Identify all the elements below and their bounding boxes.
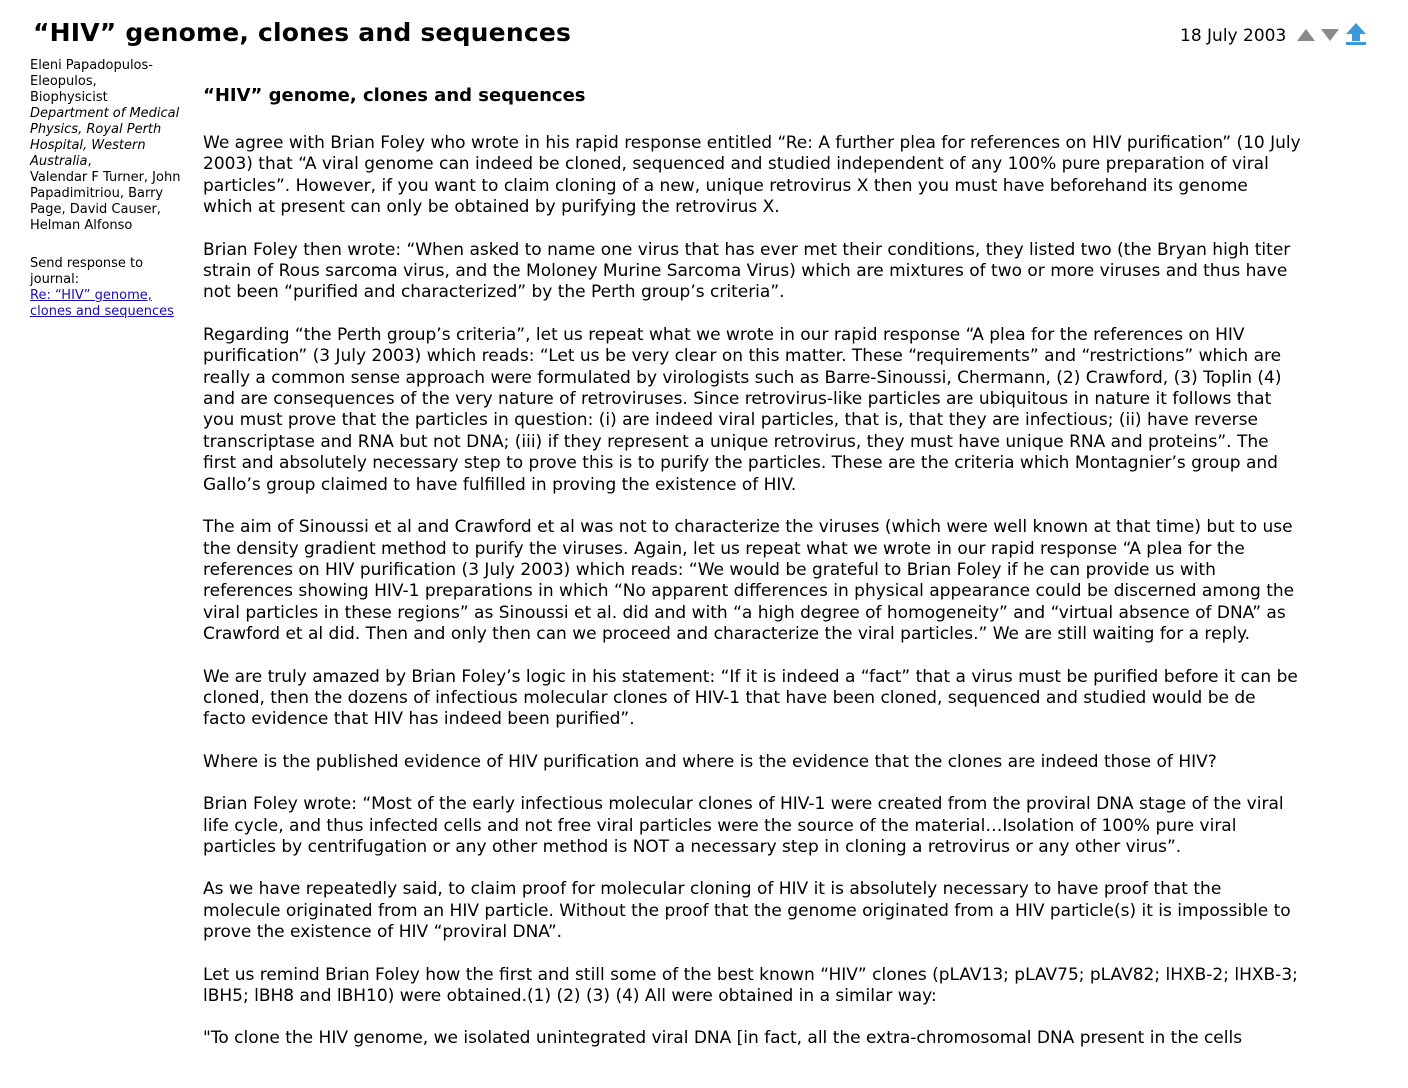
send-response-line: journal: (30, 272, 80, 287)
coauthor-line: Helman Alfonso (30, 218, 133, 233)
affiliation-comma: , (87, 154, 92, 169)
author-sidebar (30, 58, 190, 320)
author-line: Biophysicist (30, 90, 108, 105)
article-paragraph: Let us remind Brian Foley how the first and still some of the best known “HIV” clones (pLAV13; pLAV75; pLAV82; lHXB-2; lHXB-3; lBH5; lBH8 and lBH10) were obtained.(1) (2) (3) (4) All were obtained in a similar way: (203, 964, 1298, 1006)
previous-triangle-icon[interactable] (1296, 27, 1316, 46)
affiliation-line: Department of Medical (30, 106, 180, 121)
author-line: Eleni Papadopulos- (30, 58, 153, 73)
header-right (1180, 20, 1372, 52)
article-paragraph: Brian Foley then wrote: “When asked to name one virus that has ever met their conditions, they listed two (the Bryan high titer strain of Rous sarcoma virus, and the Moloney Murine Sarcoma Virus) which are mixtures of two or more viruses and thus have not been “purified and characterized” by the Perth group’s criteria”. (203, 239, 1291, 303)
article-paragraph: Where is the published evidence of HIV purification and where is the evidence that the clones are indeed those of HIV? (203, 751, 1217, 772)
response-link[interactable] (30, 288, 190, 320)
author-line: Eleopulos, (30, 74, 97, 89)
affiliation-line-last (30, 154, 190, 170)
article-paragraph: Brian Foley wrote: “Most of the early infectious molecular clones of HIV-1 were created from the proviral DNA stage of the viral life cycle, and thus infected cells and not free viral particles were the source of the material…Isolation of 100% pure viral particles by centrifugation or any other method is NOT a necessary step in cloning a retrovirus or any other virus”. (203, 794, 1284, 857)
coauthor-line: Valendar F Turner, John (30, 170, 181, 185)
article-body (203, 84, 1301, 1071)
send-response-line: Send response to (30, 256, 144, 271)
article-date: 18 July 2003 (1180, 26, 1287, 46)
article-paragraph: We are truly amazed by Brian Foley’s logic in his statement: “If it is indeed a “fact” that a virus must be purified before it can be cloned, then the dozens of infectious molecular clones of HIV-1 that have been cloned, sequenced and studied would be de facto evidence that HIV has indeed been purified”. (203, 666, 1298, 730)
article-paragraph: As we have repeatedly said, to claim proof for molecular cloning of HIV it is absolutely necessary to have proof that the molecule originated from an HIV particle. Without the proof that the genome originated from a HIV particle(s) it is impossible to prove the existence of HIV “proviral DNA”. (203, 879, 1291, 943)
affiliation-country: Australia (30, 154, 88, 169)
article-paragraph: The aim of Sinoussi et al and Crawford et al was not to characterize the viruses (which were well known at that time) but to use the density gradient method to purify the viruses. Again, let us repeat what we wrote in our rapid response “A plea for the references on HIV purification (3 July 2003) which reads: “We would be grateful to Brian Foley if he can provide us with references showing HIV-1 preparations in which “No apparent differences in physical appearance could be discerned among the viral particles in these regions” as Sinoussi et al. did and with “a high degree of homogeneity” and “virtual absence of DNA” as Crawford et al did. Then and only then can we proceed and characterize the viral particles.” We are still waiting for a reply. (203, 517, 1295, 645)
send-response-label (30, 256, 190, 288)
page-title: “HIV” genome, clones and sequences (33, 18, 572, 47)
coauthor-line: Page, David Causer, (30, 202, 161, 217)
response-link-line[interactable]: Re: “HIV” genome, (30, 288, 152, 303)
affiliation-line: Physics, Royal Perth (30, 122, 162, 137)
top-arrow-icon[interactable] (1344, 22, 1368, 50)
article-title: “HIV” genome, clones and sequences (203, 85, 586, 106)
next-triangle-icon[interactable] (1320, 27, 1340, 46)
article-paragraph: We agree with Brian Foley who wrote in his rapid response entitled “Re: A further plea for references on HIV purification” (10 July 2003) that “A viral genome can indeed be cloned, sequenced and studied independent of any 100% pure preparation of viral particles”. However, if you want to claim cloning of a new, unique retrovirus X then you must have beforehand its genome which at present can only be obtained by purifying the retrovirus X. (203, 133, 1301, 218)
affiliation-line: Hospital, Western (30, 138, 146, 153)
coauthor-line: Papadimitriou, Barry (30, 186, 164, 201)
response-link-line[interactable]: clones and sequences (30, 304, 174, 319)
article-paragraph: "To clone the HIV genome, we isolated unintegrated viral DNA [in fact, all the extra-chromosomal DNA present in the cells (203, 1028, 1243, 1049)
article-paragraph: Regarding “the Perth group’s criteria”, let us repeat what we wrote in our rapid response “A plea for the references on HIV purification” (3 July 2003) which reads: “Let us be very clear on this matter. These “requirements” and “restrictions” which are really a common sense approach were formulated by virologists such as Barre-Sinoussi, Chermann, (2) Crawford, (3) Toplin (4) and are consequences of the very nature of retroviruses. Since retrovirus-like particles are ubiquitous in nature it follows that you must prove that the particles in question: (i) are indeed viral particles, that is, that they are infectious; (ii) have reverse transcriptase and RNA but not DNA; (iii) if they represent a unique retrovirus, they must have unique RNA and proteins”. The first and absolutely necessary step to prove this is to purify the particles. These are the criteria which Montagnier’s group and Gallo’s group claimed to have fulfilled in proving the existence of HIV. (203, 324, 1282, 495)
